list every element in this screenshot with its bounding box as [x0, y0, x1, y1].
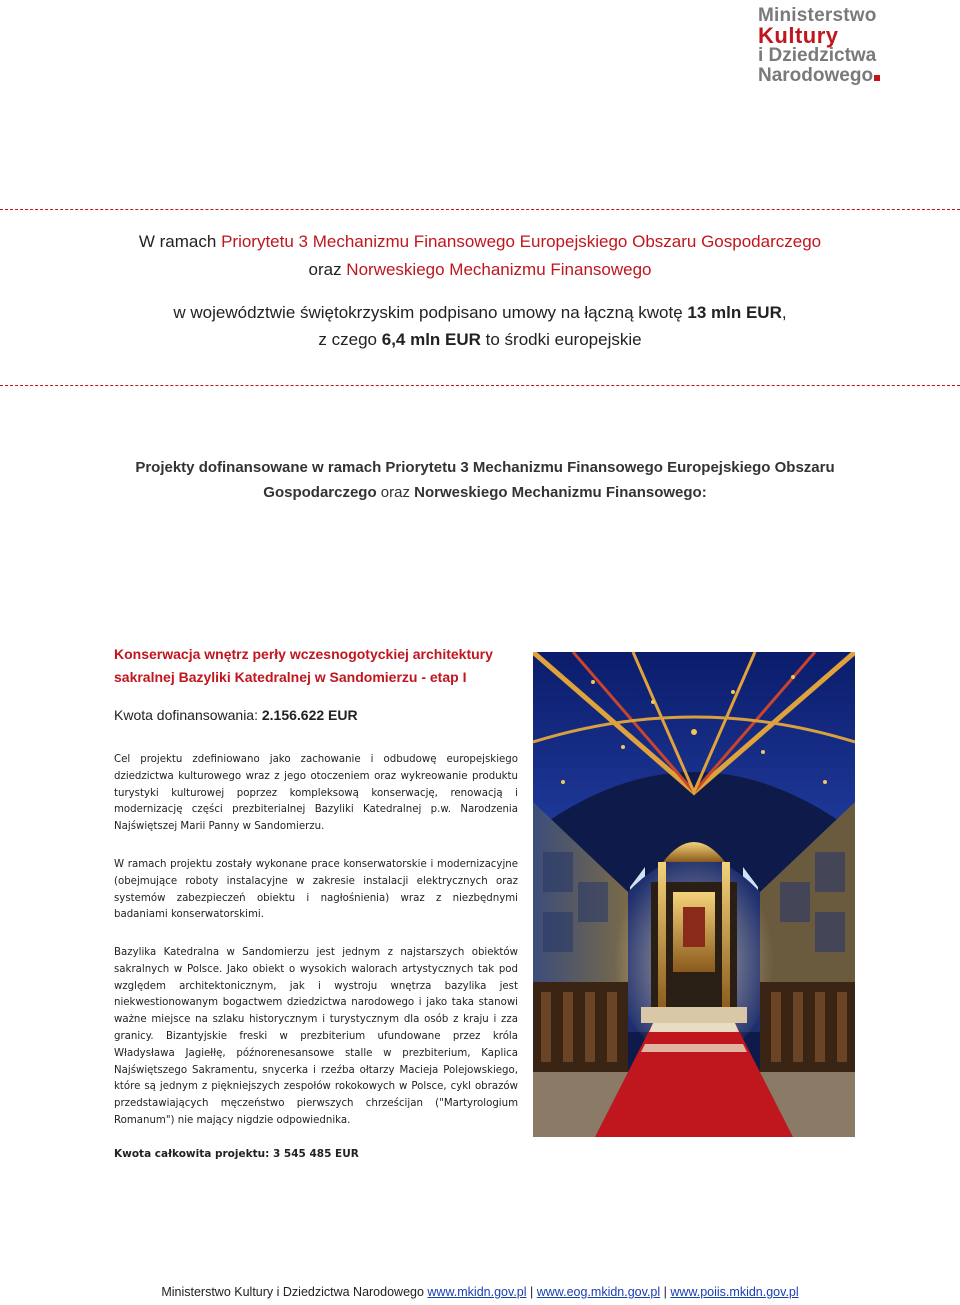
project-title — [114, 643, 514, 689]
paragraph-basilica: Bazylika Katedralna w Sandomierzu jest jednym z najstarszych obiektów sakralnych w Polsce. Jako obiekt o wysokich walorach artystycznych tak pod względem architektonicznym, jak i wystroju wnętrza bazylika jest niekwestionowanym bogactwem dziedzictwa narodowego i jako taka stanowi ważne miejsce na szlaku historycznym i turystycznym dla osób z kraju i zza granicy. Bizantyjskie freski w prezbiterium ufundowane przez króla Władysława Jagiełłę, późnorenesansowe stalle w prezbiterium, Kaplica Najświętszego Sakramentu, snycerka i rzeźba ołtarzy Macieja Polejowskiego, które są jednym z piękniejszych zespołów rokokowych w Polsce, cykl obrazów przedstawiających męczeństwo pierwszych chrześcijan ("Martyrologium Romanum") nie mający nigdzie odpowiednika. — [114, 947, 518, 1126]
headline-text: oraz — [308, 260, 347, 279]
logo-line-1: Ministerstwo — [758, 5, 877, 26]
headline-line-3 — [0, 303, 960, 323]
divider-bottom — [0, 385, 960, 386]
logo-line-2: Kultury — [758, 23, 839, 48]
footer-separator: | — [526, 1285, 537, 1299]
section-heading-line-2 — [110, 480, 860, 505]
section-heading — [110, 455, 860, 505]
footer-organization: Ministerstwo Kultury i Dziedzictwa Narodowego — [161, 1285, 428, 1299]
headline-line-2 — [0, 260, 960, 280]
headline-amount: 6,4 mln EUR — [381, 330, 481, 349]
section-heading-part: oraz — [376, 484, 415, 501]
logo-line-4-text: Narodowego — [758, 65, 874, 86]
project-title-line-1: Konserwacja wnętrz perły wczesnogotyckiej architektury — [114, 646, 493, 662]
headline-text: w województwie świętokrzyskim podpisano umowy na łączną kwotę — [173, 303, 688, 322]
total-cost: Kwota całkowita projektu: 3 545 485 EUR — [114, 1148, 359, 1160]
headline-text: z czego — [318, 330, 382, 349]
project-title-line-2: sakralnej Bazyliki Katedralnej w Sandomierzu - etap I — [114, 669, 467, 685]
headline-text: W ramach — [138, 232, 222, 251]
cathedral-interior-photo — [533, 652, 855, 1137]
section-heading-part: Norweskiego Mechanizmu Finansowego: — [414, 484, 707, 501]
headline-text: , — [781, 303, 787, 322]
divider-top — [0, 209, 960, 210]
paragraph-works: W ramach projektu zostały wykonane prace konserwatorskie i modernizacyjne (obejmujące roboty instalacyjne w zakresie instalacji elektrycznych oraz systemów zabezpieczeń obiektu i nagłośnienia) wraz z niezbędnymi badaniami konserwatorskimi. — [114, 859, 518, 921]
footer-link-eog[interactable]: www.eog.mkidn.gov.pl — [536, 1285, 661, 1299]
section-heading-part: Gospodarczego — [263, 484, 377, 501]
headline-line-4 — [0, 330, 960, 350]
funding-label: Kwota dofinansowania: — [114, 707, 262, 723]
headline-highlight: Norweskiego Mechanizmu Finansowego — [346, 260, 652, 279]
footer-separator: | — [660, 1285, 671, 1299]
paragraph-goal: Cel projektu zdefiniowano jako zachowanie i odbudowę europejskiego dziedzictwa kulturowego wraz z jego otoczeniem oraz wykreowanie produktu turystyki kulturowej poprzez kompleksową konserwację, renowacją i modernizację części prezbiterialnej Bazyliki Katedralnej p.w. Narodzenia Najświętszej Marii Panny w Sandomierzu. — [114, 754, 518, 833]
footer-link-poiis[interactable]: www.poiis.mkidn.gov.pl — [670, 1285, 799, 1299]
funding-value: 2.156.622 EUR — [261, 707, 358, 723]
logo-line-3: i Dziedzictwa — [758, 45, 877, 66]
logo-dot — [874, 75, 880, 81]
headline-text: to środki europejskie — [480, 330, 642, 349]
headline-line-1 — [0, 232, 960, 252]
funding-amount — [114, 707, 358, 723]
section-heading-line-1: Projekty dofinansowane w ramach Priorytetu 3 Mechanizmu Finansowego Europejskiego Obszaru — [135, 459, 835, 476]
ministry-logo — [758, 6, 948, 86]
headline-amount: 13 mln EUR — [687, 303, 782, 322]
logo-line-4 — [758, 66, 948, 86]
footer — [0, 1285, 960, 1299]
headline-highlight: Priorytetu 3 Mechanizmu Finansowego Europejskiego Obszaru Gospodarczego — [221, 232, 822, 251]
footer-link-mkidn[interactable]: www.mkidn.gov.pl — [427, 1285, 527, 1299]
